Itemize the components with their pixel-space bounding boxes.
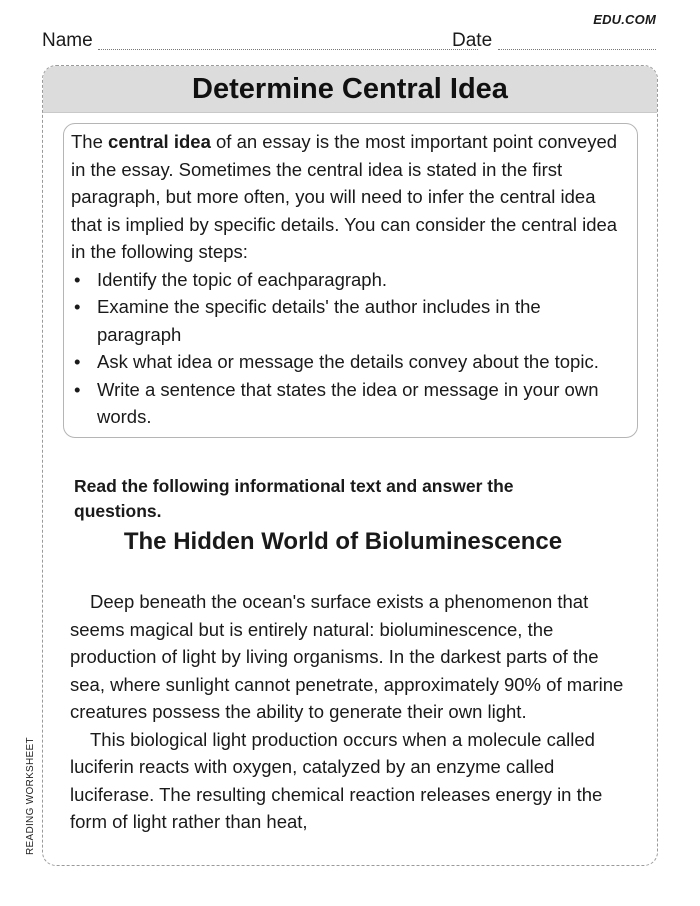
intro-rest: of an essay is the most important point conveyed in the essay. Sometimes the central idea is stated in the first paragraph, but more often, you will need to infer the central idea that is implied by specific details. You can consider the central idea in the following steps: — [71, 131, 618, 262]
worksheet-card — [42, 65, 658, 866]
steps-list — [71, 266, 629, 431]
essay-title: The Hidden World of Bioluminescence — [123, 528, 563, 555]
essay-body — [70, 588, 630, 836]
step-item — [71, 376, 629, 431]
intro-lead: The — [71, 131, 109, 152]
bullet-icon: • — [74, 296, 81, 317]
bullet-icon: • — [74, 351, 81, 372]
step-text: Identify the topic of eachparagraph. — [97, 268, 388, 290]
side-label: READING WORKSHEET — [25, 737, 36, 855]
step-text: Ask what idea or message the details convey about the topic. — [97, 351, 599, 372]
intro-paragraph — [71, 128, 629, 266]
step-text: Write a sentence that states the idea or message in your own words. — [97, 378, 599, 427]
bullet-icon: • — [74, 378, 81, 400]
bullet-icon: • — [74, 268, 81, 290]
instruction-text: Read the following informational text and answer the questions. — [74, 476, 514, 521]
essay-paragraph: Deep beneath the ocean's surface exists a phenomenon that seems magical but is entirely natural: bioluminescence, the production of light by living organisms. In the darkest parts of the sea, where sunlight cannot penetrate, approximately 90% of marine creatures possess the ability to generate their own light. — [70, 591, 624, 722]
date-line — [498, 49, 656, 50]
step-item — [71, 293, 629, 348]
brand-logo: EDU.COM — [593, 12, 656, 27]
central-idea-info-box — [63, 123, 638, 438]
name-line — [98, 49, 478, 50]
name-label: Name — [42, 30, 93, 51]
name-date-row — [42, 30, 656, 52]
intro-term: central idea — [108, 131, 211, 152]
step-item — [71, 266, 629, 294]
essay-paragraph: This biological light production occurs when a molecule called luciferin reacts with oxygen, catalyzed by an enzyme called luciferase. The resulting chemical reaction releases energy in the form of light rather than heat, — [70, 728, 603, 832]
step-item — [71, 348, 629, 376]
step-text: Examine the specific details' the author includes in the paragraph — [97, 296, 541, 345]
worksheet-title: Determine Central Idea — [43, 66, 657, 113]
date-label: Date — [452, 30, 493, 51]
